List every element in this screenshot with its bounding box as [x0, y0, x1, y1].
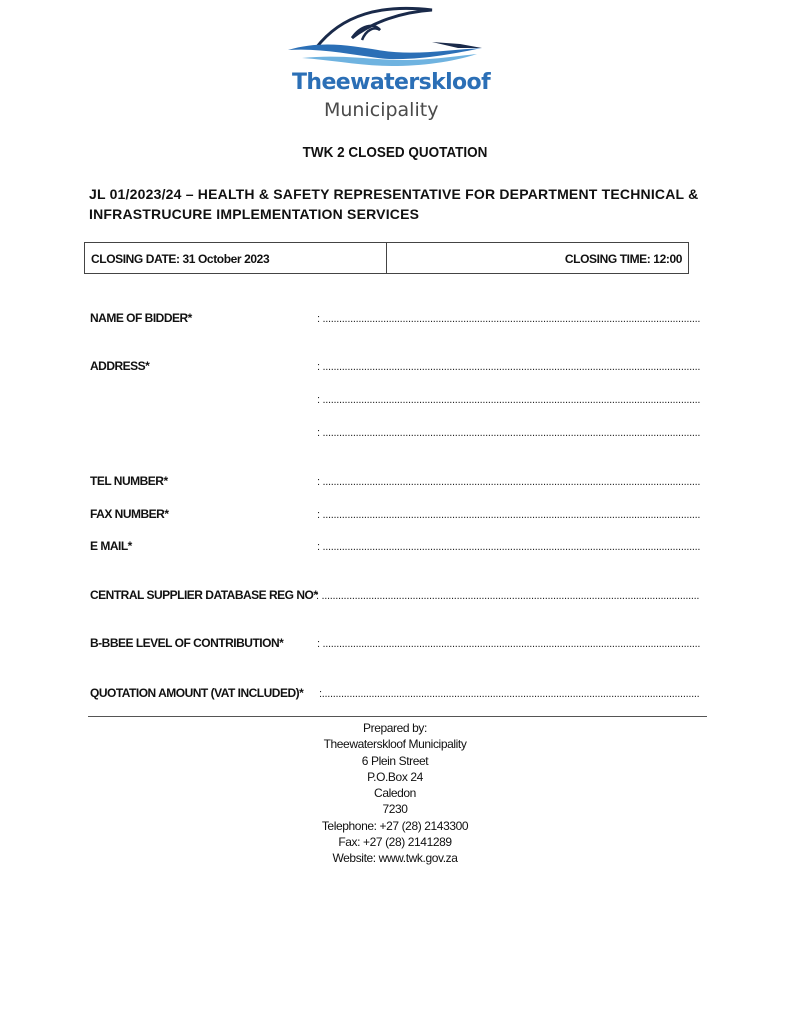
town: Caledon	[374, 786, 416, 801]
address-field-line-3[interactable]: : .........................................................................................................................................	[317, 427, 701, 439]
name-of-bidder-label: NAME OF BIDDER*	[90, 311, 192, 325]
closing-time: CLOSING TIME: 12:00	[564, 252, 682, 266]
closing-box-divider	[386, 243, 387, 273]
fax: Fax: +27 (28) 2141289	[338, 835, 452, 850]
heron-wave-logo-icon	[282, 4, 487, 74]
street-address: 6 Plein Street	[361, 753, 429, 768]
quotation-amount-field[interactable]: :.........................................................................................................................................	[319, 688, 700, 700]
tel-number-field[interactable]: : .........................................................................................................................................	[317, 476, 701, 488]
reference-title: JL 01/2023/24 – HEALTH & SAFETY REPRESENTATIVE FOR DEPARTMENT TECHNICAL & INFRASTRUCURE IMPLEMENTATION SERVICES	[89, 186, 699, 222]
closing-date: CLOSING DATE: 31 October 2023	[91, 252, 270, 266]
website-link[interactable]: Website: www.twk.gov.za	[332, 851, 458, 866]
closing-details-box	[84, 242, 689, 274]
org-name: Theewaterskloof Municipality	[323, 737, 467, 752]
bbbee-level-label: B-BBEE LEVEL OF CONTRIBUTION*	[90, 636, 284, 650]
quotation-amount-label: QUOTATION AMOUNT (VAT INCLUDED)*	[90, 686, 304, 700]
telephone: Telephone: +27 (28) 2143300	[321, 818, 469, 833]
address-field-line-2[interactable]: : .........................................................................................................................................	[317, 394, 701, 406]
fax-number-label: FAX NUMBER*	[90, 507, 169, 521]
address-field-line-1[interactable]: : .........................................................................................................................................	[317, 361, 701, 373]
prepared-by-label: Prepared by:	[363, 721, 427, 735]
logo-subtitle: Municipality	[324, 99, 439, 121]
csd-reg-no-field[interactable]: : .........................................................................................................................................	[316, 590, 700, 602]
tel-number-label: TEL NUMBER*	[90, 474, 168, 488]
email-label: E MAIL*	[90, 539, 132, 553]
logo-name: Theewaterskloof	[292, 70, 491, 95]
address-label: ADDRESS*	[90, 359, 150, 373]
postcode: 7230	[382, 802, 408, 817]
footer-separator	[88, 716, 707, 717]
fax-number-field[interactable]: : .........................................................................................................................................	[317, 509, 701, 521]
prepared-by-block	[0, 720, 790, 867]
municipality-logo	[282, 4, 491, 126]
email-field[interactable]: : .........................................................................................................................................	[317, 541, 701, 553]
document-title: TWK 2 CLOSED QUOTATION	[302, 144, 488, 161]
po-box: P.O.Box 24	[367, 769, 423, 784]
name-of-bidder-field[interactable]: : .........................................................................................................................................	[317, 313, 701, 325]
bbbee-level-field[interactable]: : .........................................................................................................................................	[317, 638, 701, 650]
csd-reg-no-label: CENTRAL SUPPLIER DATABASE REG NO*	[90, 588, 318, 602]
